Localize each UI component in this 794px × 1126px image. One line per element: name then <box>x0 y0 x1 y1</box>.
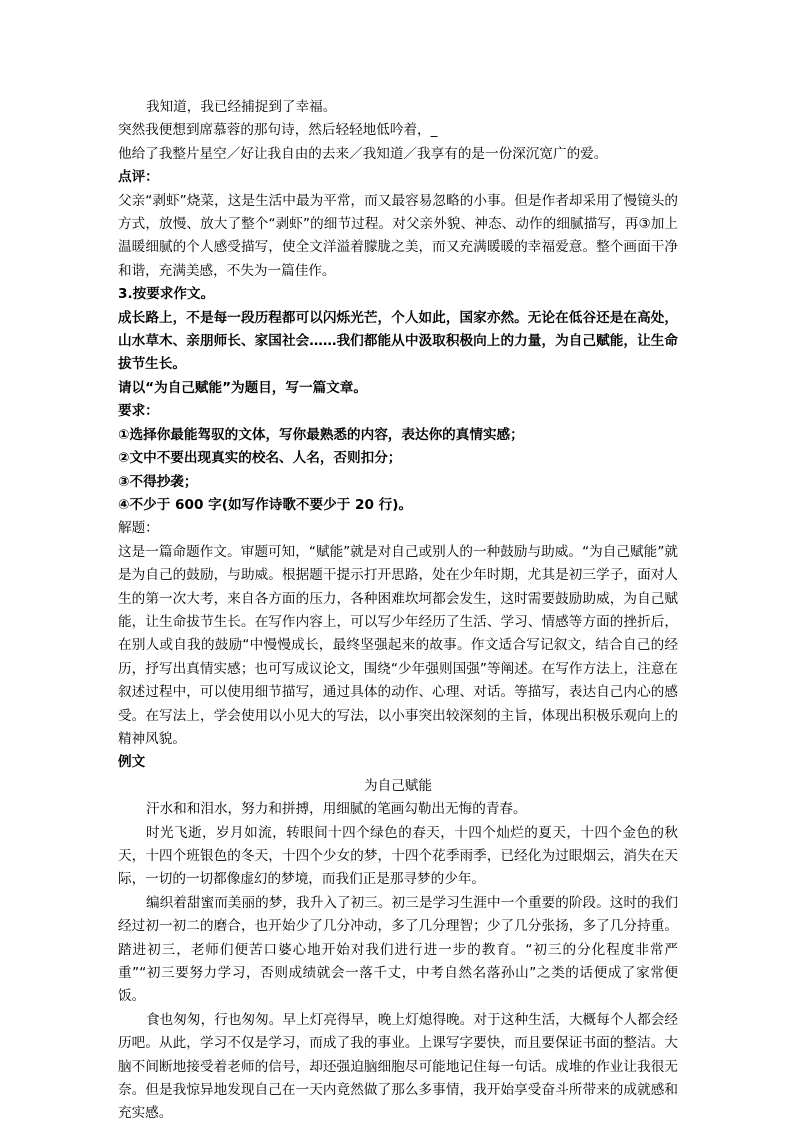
analysis-text: 这是一篇命题作文。审题可知，“赋能”就是对自己或别人的一种鼓励与助威。“为自己赋能”就是为自己的鼓励，与助威。根据题干提示打开思路，处在少年时期，尤其是初三学子，面对人生的第一次大考，来自各方面的压力，各种困难坎坷都会发生，这时需要鼓励助威，为自己赋能，让生命拔节生长。在写作内容上，可以写少年经历了生活、学习、情感等方面的挫折后，在别人或自我的鼓励“中慢慢成长，最终坚强起来的故事。作文适合写记叙文，结合自己的经历，抒写出真情实感；也可写成议论文，围绕“少年强则国强”等阐述。在写作方法上，注意在叙述过程中，可以使用细节描写，通过具体的动作、心理、对话。等描写，表达自己内心的感受。在写法上，学会使用以小见大的写法，以小事突出较深刻的主旨，体现出积极乐观向上的精神风貌。 <box>118 543 678 747</box>
requirement-item: ④不少于 600 字(如写作诗歌不要少于 20 行)。 <box>118 496 413 513</box>
comment-heading: 点评： <box>118 169 159 186</box>
document-page <box>118 96 678 1126</box>
essay-paragraph: 汗水和和泪水，努力和拼搏，用细腻的笔画勾勒出无悔的青春。 <box>146 801 527 818</box>
requirement-item: ③不得抄袭； <box>118 473 198 490</box>
task-prompt: 成长路上，不是每一段历程都可以闪烁光芒，个人如此，国家亦然。无论在低谷还是在高处，山水草木、亲朋师长、家国社会……我们都能从中汲取积极向上的力量，为自己赋能，让生命拔节生长。 <box>118 309 678 373</box>
essay-title: 为自己赋能 <box>364 777 432 794</box>
requirement-item: ①选择你最能驾驭的文体，写你最熟悉的内容，表达你的真情实感； <box>118 426 524 443</box>
essay-paragraph: 编织着甜蜜而美丽的梦，我升入了初三。初三是学习生涯中一个重要的阶段。这时的我们经过初一初二的磨合，也开始少了几分冲动，多了几分理智；少了几分张扬，多了几分持重。踏进初三，老师们便苦口婆心地开始对我们进行进一步的教育。“初三的分化程度非常严重”“初三要努力学习，否则成绩就会一落千丈，中考自然名落孙山”之类的话便成了家常便饭。 <box>118 894 678 1005</box>
task-instruction: 请以“为自己赋能”为题目，写一篇文章。 <box>118 379 367 396</box>
text-line: 他给了我整片星空／好让我自由的去来／我知道／我享有的是一份深沉宽广的爱。 <box>118 145 608 162</box>
text-line: 我知道，我已经捕捉到了幸福。 <box>146 99 337 115</box>
requirements-heading: 要求： <box>118 403 159 420</box>
task-heading: 3.按要求作文。 <box>118 286 215 303</box>
example-heading: 例文 <box>118 754 146 771</box>
requirement-item: ②文中不要出现真实的校名、人名，否则扣分； <box>118 450 402 467</box>
essay-paragraph: 食也匆匆，行也匆匆。早上灯亮得早，晚上灯熄得晚。对于这种生活，大概每个人都会经历吧。从此，学习不仅是学习，而成了我的事业。上课写字要快，而且要保证书面的整洁。大脑不间断地接受着老师的信号，却还强迫脑细胞尽可能地记住每一句话。成堆的作业让我很无奈。但是我惊异地发现自己在一天内竟然做了那么多事情，我开始享受奋斗所带来的成就感和充实感。 <box>118 1011 678 1122</box>
analysis-heading: 解题： <box>118 520 159 537</box>
text-line: 突然我便想到席慕蓉的那句诗，然后轻轻地低吟着，_ <box>118 122 438 139</box>
comment-text: 父亲“剥虾”烧菜，这是生活中最为平常，而又最容易忽略的小事。但是作者却采用了慢镜头的方式，放慢、放大了整个“剥虾”的细节过程。对父亲外貌、神态、动作的细腻描写，再③加上温暖细腻的个人感受描写，使全文洋溢着朦胧之美，而又充满暖暖的幸福爱意。整个画面干净和谐，充满美感，不失为一篇佳作。 <box>118 192 678 279</box>
essay-paragraph: 时光飞逝，岁月如流，转眼间十四个绿色的春天，十四个灿烂的夏天，十四个金色的秋天，十四个班银色的冬天，十四个少女的梦，十四个花季雨季，已经化为过眼烟云，消失在天际，一切的一切都像虚幻的梦境，而我们正是那寻梦的少年。 <box>118 824 678 888</box>
